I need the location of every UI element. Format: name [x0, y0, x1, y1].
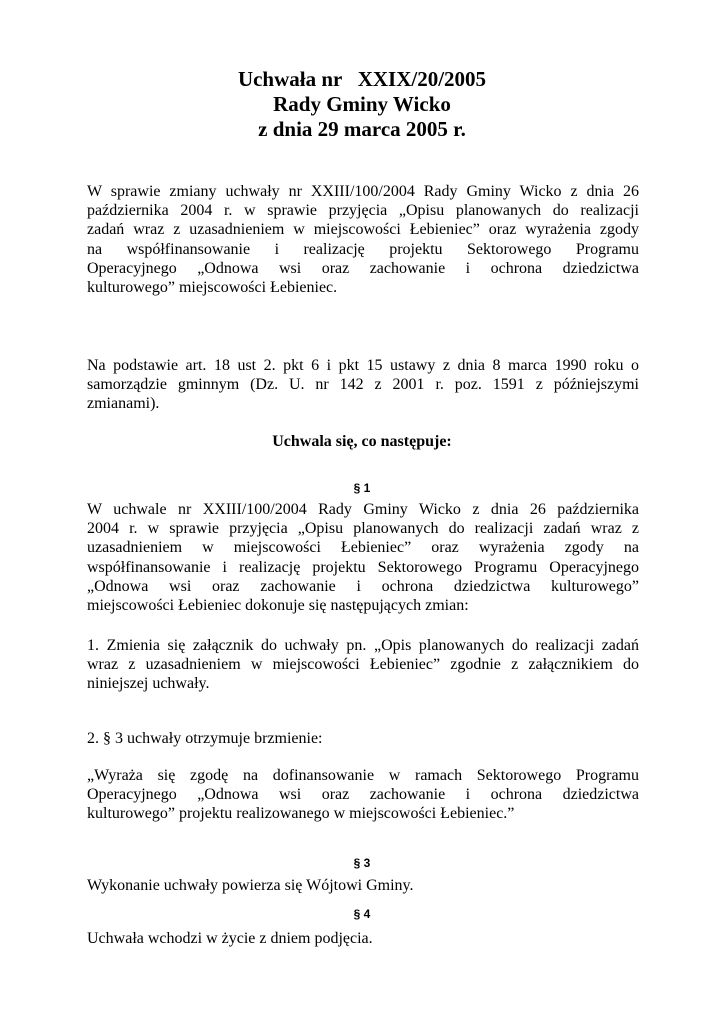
legal-basis-line: samorządzie gminnym (Dz. U. nr 142 z 2001 r. poz. 1591 z późniejszymi: [87, 376, 639, 394]
subject-line: kulturowego” miejscowości Łebieniec.: [87, 279, 338, 297]
section-1-line: uzasadnieniem w miejscowości Łebieniec” oraz wyrażenia zgody na: [87, 539, 639, 557]
subject-line: Operacyjnego „Odnowa wsi oraz zachowanie i ochrona dziedzictwa: [87, 259, 639, 277]
quote-line: „Wyraża się zgodę na dofinansowanie w ramach Sektorowego Programu: [87, 767, 639, 784]
subject-line: W sprawie zmiany uchwały nr XXIII/100/2004 Rady Gminy Wicko z dnia 26: [87, 183, 639, 200]
section-1-intro: [87, 500, 639, 615]
legal-basis-line: zmianami).: [87, 395, 160, 413]
section-1-line: współfinansowanie i realizację projektu Sektorowego Programu Operacyjnego: [87, 558, 639, 576]
point-1-line: wraz z uzasadnieniem w miejscowości Łebieniec” zgodnie z załącznikiem do: [87, 656, 639, 674]
point-2-paragraph: 2. § 3 uchwały otrzymuje brzmienie:: [87, 730, 323, 747]
legal-basis-line: Na podstawie art. 18 ust 2. pkt 6 i pkt 15 ustawy z dnia 8 marca 1990 roku o: [87, 357, 639, 374]
quoted-paragraph: [87, 766, 639, 824]
title-number: Uchwała nr XXIX/20/2005: [237, 67, 487, 91]
section-4-mark: § 4: [353, 907, 371, 921]
section-1-mark: § 1: [353, 481, 371, 495]
resolves-heading: Uchwala się, co następuje:: [272, 433, 452, 450]
subject-paragraph: [87, 182, 639, 297]
section-1-line: miejscowości Łebieniec dokonuje się następujących zmian:: [87, 597, 469, 615]
quote-line: Operacyjnego „Odnowa wsi oraz zachowanie i ochrona dziedzictwa: [87, 786, 639, 804]
point-1-paragraph: [87, 636, 639, 694]
subject-line: zadań wraz z uzasadnieniem w miejscowości Łebieniec” oraz wyrażenia zgody: [87, 221, 639, 239]
title-council: Rady Gminy Wicko: [273, 92, 451, 116]
section-4-text: Uchwała wchodzi w życie z dniem podjęcia.: [87, 930, 373, 947]
subject-line: na współfinansowanie i realizację projektu Sektorowego Programu: [87, 240, 639, 258]
section-3-text: Wykonanie uchwały powierza się Wójtowi Gminy.: [87, 877, 414, 894]
quote-line: kulturowego” projektu realizowanego w miejscowości Łebieniec.”: [87, 805, 515, 823]
section-1-line: 2004 r. w sprawie przyjęcia „Opisu planowanych do realizacji zadań wraz z: [87, 520, 639, 538]
point-1-line: 1. Zmienia się załącznik do uchwały pn. „Opis planowanych do realizacji zadań: [87, 637, 639, 654]
title-date: z dnia 29 marca 2005 r.: [258, 117, 466, 141]
legal-basis-paragraph: [87, 356, 639, 414]
resolution-title: [0, 67, 724, 142]
subject-line: października 2004 r. w sprawie przyjęcia „Opisu planowanych do realizacji: [87, 202, 639, 220]
section-3-mark: § 3: [353, 856, 371, 870]
section-1-line: W uchwale nr XXIII/100/2004 Rady Gminy Wicko z dnia 26 października: [87, 501, 639, 518]
section-1-line: „Odnowa wsi oraz zachowanie i ochrona dziedzictwa kulturowego”: [87, 577, 639, 595]
point-1-line: niniejszej uchwały.: [87, 675, 210, 693]
